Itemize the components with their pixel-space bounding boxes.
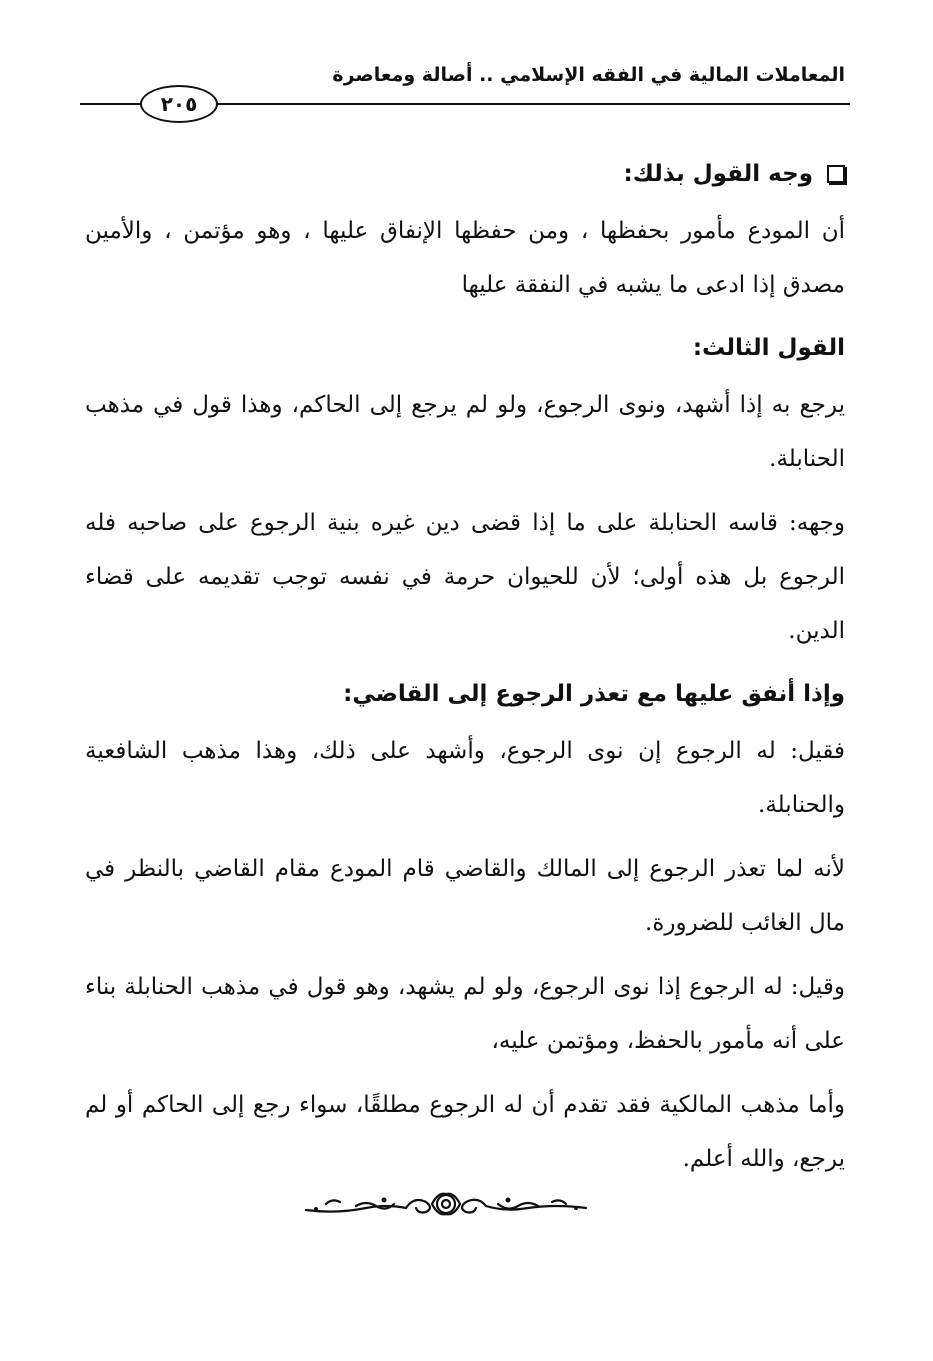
running-header-title: المعاملات المالية في الفقه الإسلامي .. أصالة ومعاصرة bbox=[332, 64, 845, 86]
paragraph: يرجع به إذا أشهد، ونوى الرجوع، ولو لم يرجع إلى الحاكم، وهذا قول في مذهب الحنابلة. bbox=[85, 392, 845, 472]
checkbox-icon bbox=[827, 165, 845, 183]
ornament-divider-icon bbox=[296, 1184, 596, 1224]
section-heading-3: وإذا أنفق عليها مع تعذر الرجوع إلى القاضي: bbox=[343, 681, 845, 707]
paragraph: وقيل: له الرجوع إذا نوى الرجوع، ولو لم يشهد، وهو قول في مذهب الحنابلة بناء على أنه مأمور بالحفظ، ومؤتمن عليه، bbox=[85, 974, 845, 1054]
section-heading-2: القول الثالث: bbox=[692, 335, 845, 361]
paragraph: أن المودع مأمور بحفظها ، ومن حفظها الإنفاق عليها ، وهو مؤتمن ، والأمين مصدق إذا ادعى ما يشبه في النفقة عليها bbox=[85, 218, 845, 298]
paragraph: وأما مذهب المالكية فقد تقدم أن له الرجوع مطلقًا، سواء رجع إلى الحاكم أو لم يرجع، والله أعلم. bbox=[85, 1092, 845, 1172]
page-body bbox=[85, 148, 845, 1196]
paragraph: فقيل: له الرجوع إن نوى الرجوع، وأشهد على ذلك، وهذا مذهب الشافعية والحنابلة. bbox=[85, 738, 845, 818]
section-heading-1-text: وجه القول بذلك: bbox=[623, 161, 813, 187]
paragraph: وجهه: قاسه الحنابلة على ما إذا قضى دين غيره بنية الرجوع على صاحبه فله الرجوع بل هذه أولى؛ لأن للحيوان حرمة في نفسه توجب تقديمه على قضاء الدين. bbox=[85, 510, 845, 644]
paragraph: لأنه لما تعذر الرجوع إلى المالك والقاضي قام المودع مقام القاضي بالنظر في مال الغائب للضرورة. bbox=[85, 856, 845, 936]
section-heading-1 bbox=[85, 148, 845, 200]
page-number: ٢٠٥ bbox=[140, 85, 218, 123]
